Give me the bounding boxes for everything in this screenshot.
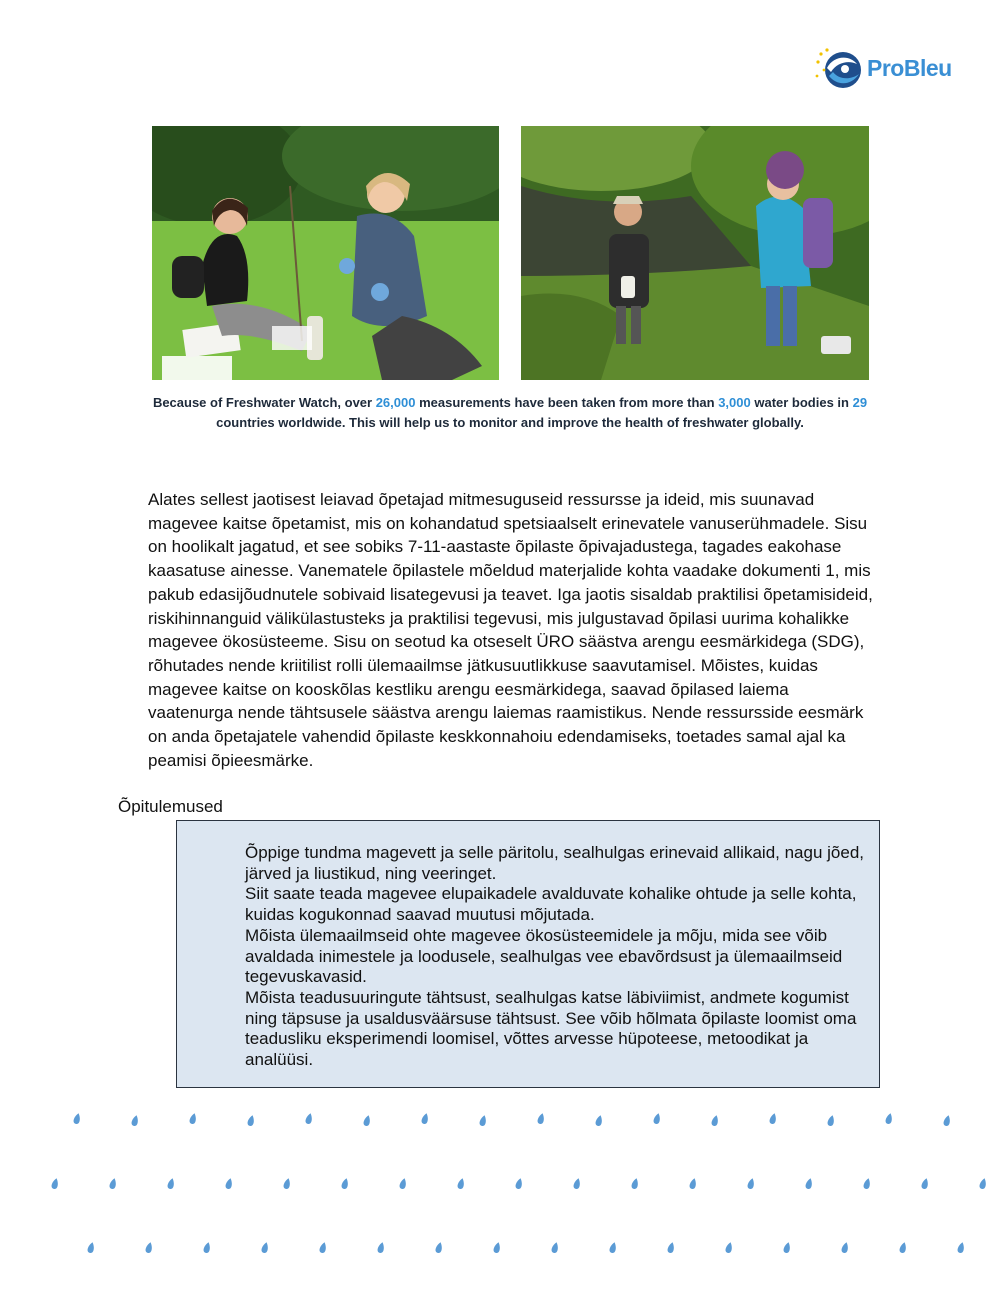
water-drop-icon — [885, 1112, 894, 1124]
water-drop-icon — [515, 1177, 524, 1189]
water-drop-icon — [51, 1177, 60, 1189]
water-drop-icon — [189, 1112, 198, 1124]
photo-students-testing-water — [152, 126, 499, 380]
water-drop-icon — [841, 1241, 850, 1253]
photo-people-at-stream — [521, 126, 869, 380]
outcome-item: Mõista teadusuuringute tähtsust, sealhulgas katse läbiviimist, andmete kogumist ning täpsuse ja usaldusväärsuse tähtsust. See võib hõlmata õpilaste loomist oma teadusliku eksperimendi loomisel, võttes arvesse hüpoteese, metoodikat ja analüüsi. — [245, 987, 857, 1070]
water-drop-icon — [363, 1114, 372, 1126]
learning-outcomes-heading: Õpitulemused — [118, 797, 223, 816]
water-drop-icon — [109, 1177, 118, 1189]
water-drop-icon — [305, 1112, 314, 1124]
water-drop-icon — [595, 1114, 604, 1126]
probleu-globe-icon — [815, 46, 863, 92]
water-drop-icon — [341, 1177, 350, 1189]
water-drop-icon — [399, 1177, 408, 1189]
water-drop-icon — [537, 1112, 546, 1124]
outcome-item: Mõista ülemaailmseid ohte magevee ökosüsteemidele ja mõju, mida see võib avaldada inimestele ja loodusele, sealhulgas vee ebavõrdsust ja ülemaailmseid tegevuskavasid. — [245, 925, 843, 987]
water-drop-icon — [261, 1241, 270, 1253]
water-drop-icon — [805, 1177, 814, 1189]
water-drop-icon — [783, 1241, 792, 1253]
water-drop-icon — [899, 1241, 908, 1253]
intro-paragraph: Alates sellest jaotisest leiavad õpetajad mitmesuguseid ressursse ja ideid, mis suunavad magevee kaitse õpetamist, mis on kohandatud spetsiaalselt erinevatele vanuserühmadele. Sisu on hoolikalt jagatud, et see sobiks 7-11-aastaste õpilaste õpivajadustega, tagades eakohase kaasatuse ainesse. Vanematele õpilastele mõeldud materjalide kohta vaadake dokumenti 1, mis pakub edasijõudnutele sobivaid lisategevusi ja teavet. Iga jaotis sisaldab praktilisi õpetamisideid, riskihinnanguid välikülastusteks ja praktilisi tegevusi, mis julgustavad õpilasi uurima kohalikke magevee ökosüsteeme. Sisu on seotud ka otseselt ÜRO säästva arengu eesmärkidega (SDG), rõhutades nende kriitilist rolli ülemaailmse jätkusuutlikkuse saavutamisel. Mõistes, kuidas magevee kaitse on kooskõlas kestliku arengu eesmärkidega, saavad õpilased laiema vaatenurga nende tähtsusele säästva arengu laiemas raamistikus. Nende ressursside eesmärk on anda õpetajatele vahendid õpilaste keskkonnahoiu edendamiseks, toetades samal ajal ka peamisi õpieesmärke. — [148, 490, 873, 770]
water-drop-icon — [653, 1112, 662, 1124]
caption-countries-count: 29 — [852, 395, 868, 410]
caption-measurements-count: 26,000 — [375, 395, 416, 410]
water-drop-icon — [283, 1177, 292, 1189]
water-drop-icon — [247, 1114, 256, 1126]
water-drop-icon — [631, 1177, 640, 1189]
probleu-logo — [815, 46, 965, 92]
caption-text-2: measurements have been taken from more than — [415, 395, 719, 410]
photo-caption — [150, 393, 870, 433]
learning-outcomes-box — [176, 820, 880, 1088]
caption-water-bodies-count: 3,000 — [718, 395, 751, 410]
water-drop-icon — [957, 1241, 966, 1253]
water-drop-icon — [421, 1112, 430, 1124]
water-drop-icon — [551, 1241, 560, 1253]
caption-text-3: water bodies in — [750, 395, 853, 410]
water-drop-icon — [827, 1114, 836, 1126]
outcome-item: Siit saate teada magevee elupaikadele avalduvate kohalike ohtude ja selle kohta, kuidas kogukonnad saavad muutusi mõjutada. — [245, 884, 857, 925]
water-drop-icon — [769, 1112, 778, 1124]
water-drop-icon — [73, 1112, 82, 1124]
logo-text: ProBleu — [867, 55, 952, 81]
water-drop-icon — [747, 1177, 756, 1189]
water-drop-icon — [479, 1114, 488, 1126]
water-drop-icon — [435, 1241, 444, 1253]
learning-outcomes-list — [245, 843, 870, 1071]
caption-text-4: countries worldwide. This will help us to monitor and improve the health of freshwater globally. — [216, 415, 804, 430]
outcome-item: Õppige tundma magevett ja selle päritolu, sealhulgas erinevaid allikaid, nagu jõed, järved ja liustikud, ning veeringet. — [245, 843, 864, 883]
water-drop-icon — [689, 1177, 698, 1189]
water-drop-icon — [609, 1241, 618, 1253]
water-drop-icon — [921, 1177, 930, 1189]
water-drop-icon — [225, 1177, 234, 1189]
water-drop-icon — [711, 1114, 720, 1126]
water-drop-icon — [979, 1177, 988, 1189]
water-drop-icon — [863, 1177, 872, 1189]
water-drop-icon — [943, 1114, 952, 1126]
water-drop-icon — [145, 1241, 154, 1253]
water-drop-icon — [203, 1241, 212, 1253]
water-drop-pattern — [0, 1100, 1000, 1294]
water-drop-icon — [493, 1241, 502, 1253]
water-drop-icon — [131, 1114, 140, 1126]
water-drop-icon — [573, 1177, 582, 1189]
water-drop-icon — [87, 1241, 96, 1253]
water-drop-icon — [167, 1177, 176, 1189]
water-drop-icon — [377, 1241, 386, 1253]
water-drop-icon — [457, 1177, 466, 1189]
water-drop-icon — [319, 1241, 328, 1253]
caption-text-1: Because of Freshwater Watch, over — [152, 395, 376, 410]
water-drop-icon — [667, 1241, 676, 1253]
water-drop-icon — [725, 1241, 734, 1253]
